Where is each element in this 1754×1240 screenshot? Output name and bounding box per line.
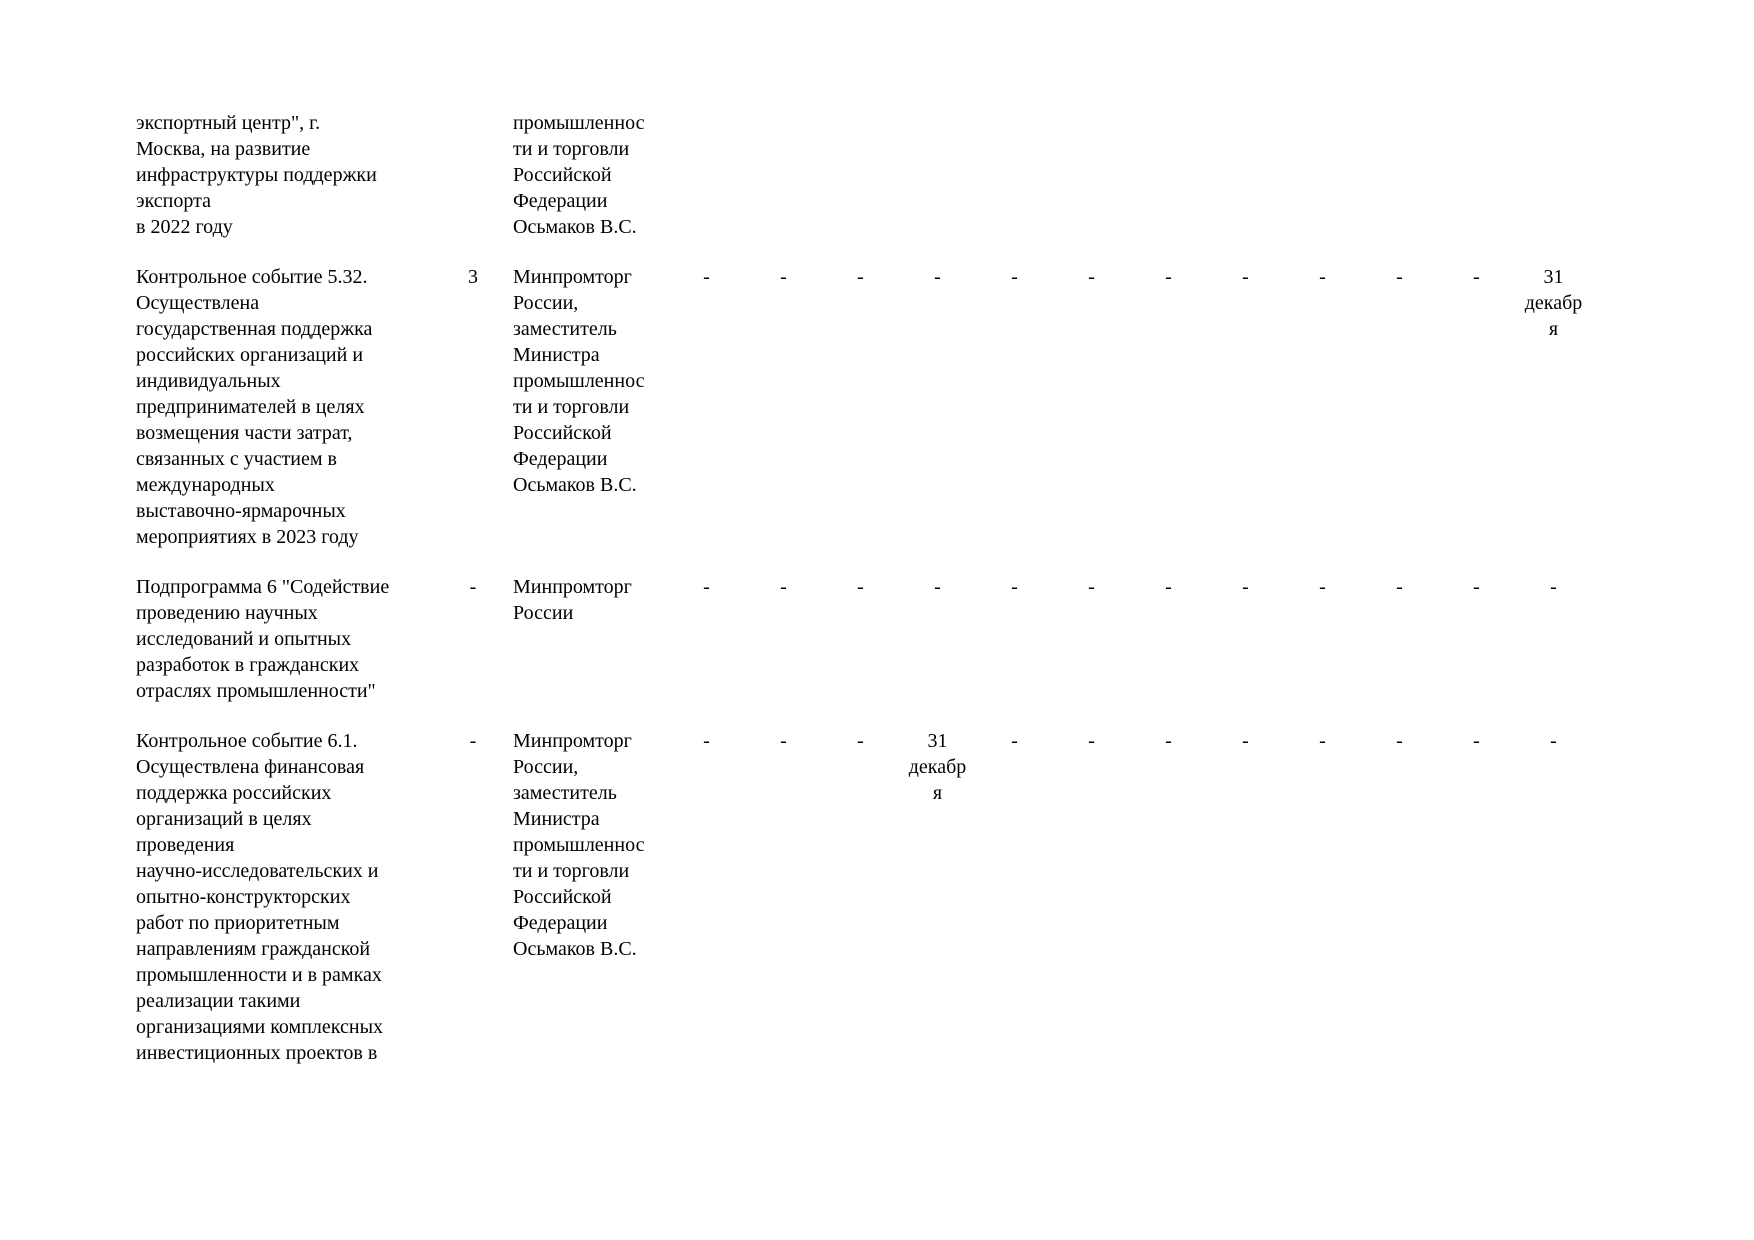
cell-responsible: Минпромторг России, заместитель Министра промышленнос ти и торговли Российской Федерации Осьмаков В.С. [513, 730, 645, 960]
cell-period: - [934, 266, 941, 288]
cell-period: - [703, 576, 710, 598]
cell-period: - [1242, 576, 1249, 598]
cell-period: - [1473, 730, 1480, 752]
cell-period: - [857, 576, 864, 598]
cell-period: - [1396, 266, 1403, 288]
cell-responsible: промышленнос ти и торговли Российской Федерации Осьмаков В.С. [513, 112, 645, 238]
cell-number: - [469, 576, 477, 598]
cell-period: - [1088, 266, 1095, 288]
cell-period: - [1242, 266, 1249, 288]
cell-period-deadline: 31 декабр я [1524, 266, 1583, 340]
cell-period: - [1165, 576, 1172, 598]
table-row [136, 264, 1754, 550]
cell-responsible: Минпромторг России, заместитель Министра промышленнос ти и торговли Российской Федерации Осьмаков В.С. [513, 266, 645, 496]
table-row [136, 110, 1754, 240]
cell-period: - [1165, 730, 1172, 752]
cell-period: - [1473, 266, 1480, 288]
cell-period: - [1319, 730, 1326, 752]
cell-period: - [1319, 576, 1326, 598]
table-row [136, 574, 1754, 704]
cell-period: - [703, 730, 710, 752]
cell-period: - [1011, 730, 1018, 752]
cell-period: - [1011, 576, 1018, 598]
cell-description: Контрольное событие 6.1. Осуществлена финансовая поддержка российских организаций в целях проведения научно-исследовательских и опытно-конструкторских работ по приоритетным направлениям гражданской промышленности и в рамках реализации такими организациями комплексных инвестиционных проектов в [136, 730, 384, 1064]
cell-period: - [1550, 730, 1557, 752]
cell-period: - [1088, 730, 1095, 752]
cell-description: Контрольное событие 5.32. Осуществлена государственная поддержка российских организаций и индивидуальных предпринимателей в целях возмещения части затрат, связанных с участием в международных выставочно-ярмарочных мероприятиях в 2023 году [136, 266, 373, 548]
table-row [136, 728, 1754, 1066]
cell-period: - [1396, 730, 1403, 752]
cell-period: - [1473, 576, 1480, 598]
cell-period: - [780, 576, 787, 598]
cell-period: - [1011, 266, 1018, 288]
cell-period: - [1550, 576, 1557, 598]
cell-period: - [1088, 576, 1095, 598]
cell-responsible: Минпромторг России [513, 576, 632, 624]
cell-period: - [934, 576, 941, 598]
cell-period-deadline: 31 декабр я [908, 730, 967, 804]
cell-period: - [1165, 266, 1172, 288]
cell-period: - [703, 266, 710, 288]
cell-description: экспортный центр", г. Москва, на развитие инфраструктуры поддержки экспорта в 2022 году [136, 112, 377, 238]
cell-period: - [857, 730, 864, 752]
cell-number: 3 [468, 266, 478, 288]
cell-period: - [1242, 730, 1249, 752]
cell-period: - [857, 266, 864, 288]
cell-period: - [780, 266, 787, 288]
cell-number: - [469, 730, 477, 752]
cell-description: Подпрограмма 6 "Содействие проведению научных исследований и опытных разработок в гражданских отраслях промышленности" [136, 576, 390, 702]
cell-period: - [1396, 576, 1403, 598]
cell-period: - [1319, 266, 1326, 288]
cell-period: - [780, 730, 787, 752]
